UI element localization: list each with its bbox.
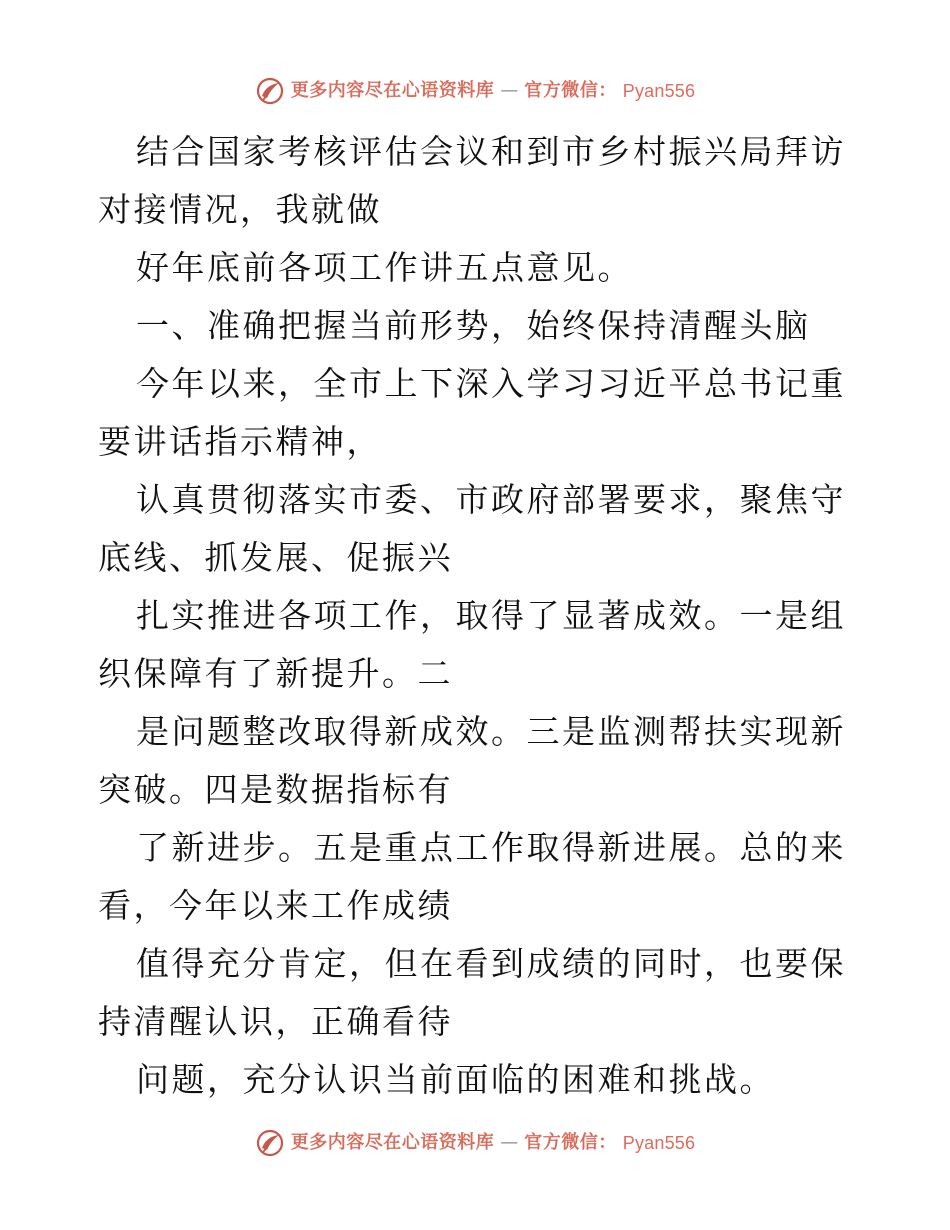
paragraph: 了新进步。五是重点工作取得新进展。总的来看，今年以来工作成绩 (98, 828, 846, 925)
watermark-separator: — (500, 1132, 519, 1153)
header-watermark (0, 76, 950, 106)
paragraph: 值得充分肯定，但在看到成绩的同时，也要保持清醒认识，正确看待 (98, 944, 846, 1041)
watermark-separator: — (500, 80, 519, 101)
paragraph: 扎实推进各项工作，取得了显著成效。一是组织保障有了新提升。二 (98, 596, 846, 693)
paragraph: 认真贯彻落实市委、市政府部署要求，聚焦守底线、抓发展、促振兴 (98, 480, 846, 577)
footer-watermark (0, 1128, 950, 1158)
watermark-text: 更多内容尽在心语资料库 (290, 1132, 495, 1153)
paragraph: 问题，充分认识当前面临的困难和挑战。 (136, 1060, 775, 1099)
watermark-text: 更多内容尽在心语资料库 (290, 80, 495, 101)
watermark-contact-label: 官方微信： (524, 80, 617, 101)
paragraph: 是问题整改取得新成效。三是监测帮扶实现新突破。四是数据指标有 (98, 712, 846, 809)
section-heading: 一、准确把握当前形势，始终保持清醒头脑 (136, 306, 811, 345)
paragraph: 今年以来，全市上下深入学习习近平总书记重要讲话指示精神， (98, 364, 846, 461)
brush-seal-icon (255, 76, 285, 106)
paragraph: 好年底前各项工作讲五点意见。 (136, 248, 633, 287)
watermark-wechat-id: Pyan556 (622, 81, 696, 101)
watermark-contact-label: 官方微信： (524, 1132, 617, 1153)
document-body (98, 123, 850, 1109)
paragraph: 结合国家考核评估会议和到市乡村振兴局拜访对接情况，我就做 (98, 132, 846, 229)
brush-seal-icon (255, 1128, 285, 1158)
watermark-wechat-id: Pyan556 (622, 1133, 696, 1153)
